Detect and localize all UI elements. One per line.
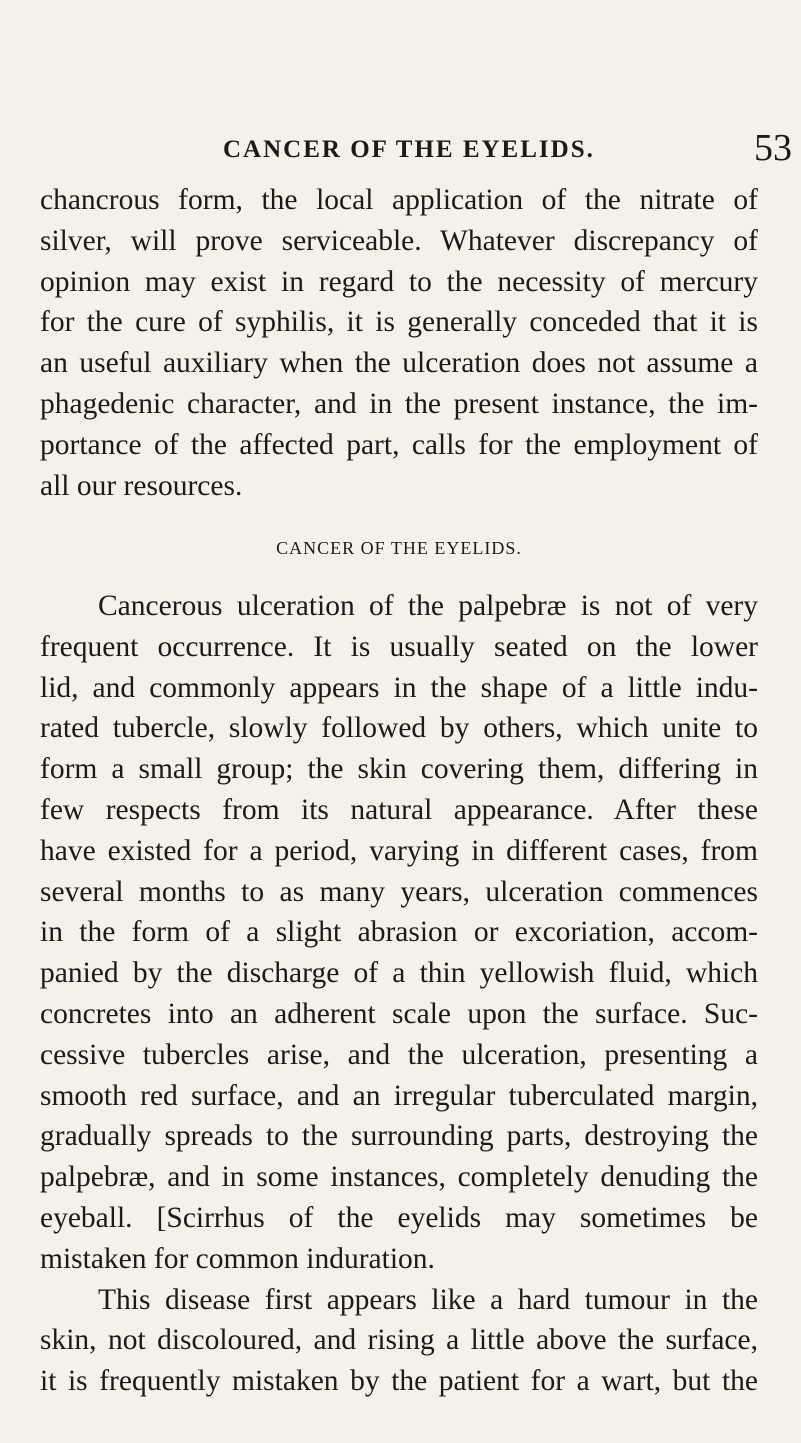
text-line: mistaken for common induration.	[40, 1242, 435, 1275]
paragraph-continuation	[40, 180, 758, 506]
text-line: all our resources.	[40, 469, 243, 502]
text-line: concretes into an adherent scale upon the surface. Suc-	[40, 997, 758, 1030]
text-line: lid, and commonly appears in the shape of a little indu-	[40, 671, 758, 704]
text-line: in the form of a slight abrasion or excoriation, accom-	[40, 916, 758, 949]
text-line: portance of the affected part, calls for the employment of	[40, 428, 758, 461]
text-block-section	[40, 586, 758, 1402]
text-line: frequent occurrence. It is usually seated on the lower	[40, 630, 758, 663]
section-heading: CANCER OF THE EYELIDS.	[276, 538, 522, 558]
text-line: gradually spreads to the surrounding parts, destroying the	[40, 1120, 758, 1153]
text-line: have existed for a period, varying in different cases, from	[40, 834, 758, 867]
text-line: phagedenic character, and in the present instance, the im-	[40, 387, 758, 420]
text-line: chancrous form, the local application of the nitrate of	[40, 184, 758, 216]
text-line: smooth red surface, and an irregular tuberculated margin,	[40, 1079, 758, 1112]
text-block-continuation	[40, 180, 758, 506]
text-line: panied by the discharge of a thin yellowish fluid, which	[40, 957, 758, 990]
text-line: eyeball. [Scirrhus of the eyelids may sometimes be	[40, 1201, 758, 1234]
text-line: palpebræ, and in some instances, completely denuding the	[40, 1161, 758, 1194]
text-line: silver, will prove serviceable. Whatever discrepancy of	[40, 224, 758, 257]
text-line: form a small group; the skin covering them, differing in	[40, 753, 758, 786]
text-line: This disease first appears like a hard tumour in the	[98, 1283, 758, 1316]
text-line: skin, not discoloured, and rising a little above the surface,	[40, 1324, 758, 1357]
text-line: cessive tubercles arise, and the ulceration, presenting a	[40, 1038, 758, 1071]
running-title: CANCER OF THE EYELIDS.	[223, 136, 595, 163]
text-line: several months to as many years, ulceration commences	[40, 875, 758, 908]
running-head	[40, 122, 792, 172]
text-line: opinion may exist in regard to the necessity of mercury	[40, 265, 758, 298]
text-line: rated tubercle, slowly followed by others, which unite to	[40, 712, 758, 745]
text-line: Cancerous ulceration of the palpebræ is not of very	[98, 590, 758, 622]
text-line: few respects from its natural appearance. After these	[40, 793, 758, 826]
page-number: 53	[754, 127, 792, 169]
text-line: for the cure of syphilis, it is generally conceded that it is	[40, 306, 758, 339]
paragraph-disease-appearance	[40, 1280, 758, 1402]
paragraph-cancerous-ulceration	[40, 586, 758, 1280]
text-line: it is frequently mistaken by the patient for a wart, but the	[40, 1365, 758, 1398]
text-line: an useful auxiliary when the ulceration does not assume a	[40, 347, 758, 380]
